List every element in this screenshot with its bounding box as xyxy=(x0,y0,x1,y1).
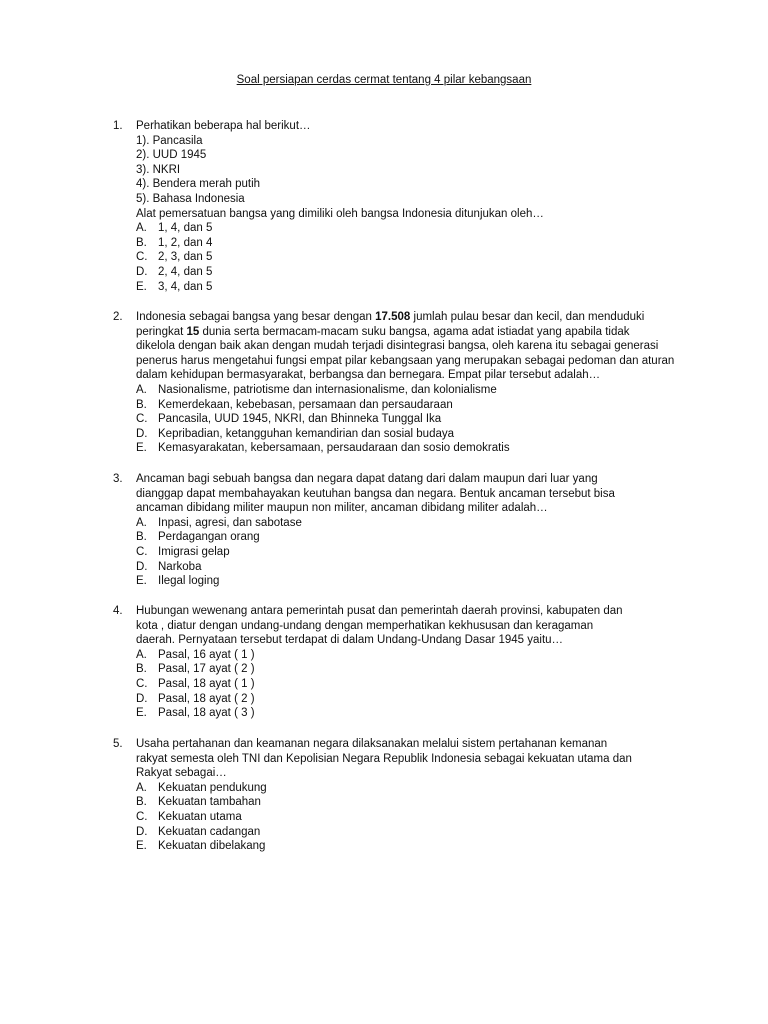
question-number: 1. xyxy=(113,120,123,132)
question-5 xyxy=(113,737,743,854)
answer-option-c: C. Imigrasi gelap xyxy=(136,545,230,558)
question-stem-line: dalam kehidupan bermasyarakat, berbangsa dan bernegara. Empat pilar tersebut adalah… xyxy=(136,369,601,382)
answer-option-d: D. Kekuatan cadangan xyxy=(136,825,261,838)
question-stem-line: Perhatikan beberapa hal berikut… xyxy=(136,120,311,132)
answer-option-a: A. 1, 4, dan 5 xyxy=(136,222,213,235)
list-item: 4). Bendera merah putih xyxy=(136,178,261,191)
answer-option-e: E. 3, 4, dan 5 xyxy=(136,280,213,293)
page-title: Soal persiapan cerdas cermat tentang 4 pilar kebangsaan xyxy=(236,74,532,86)
answer-option-e: E. Kekuatan dibelakang xyxy=(136,840,266,853)
answer-option-a: A. Pasal, 16 ayat ( 1 ) xyxy=(136,648,255,661)
answer-option-e: E. Pasal, 18 ayat ( 3 ) xyxy=(136,707,255,720)
question-stem-line: penerus harus mengetahui fungsi empat pilar kebangsaan yang merupakan sebagai pedoman dan aturan xyxy=(136,354,675,367)
question-stem-line: rakyat semesta oleh TNI dan Kepolisian Negara Republik Indonesia sebagai kekuatan utama dan xyxy=(136,752,632,765)
list-item: 1). Pancasila xyxy=(136,134,203,147)
answer-option-b: B. Kemerdekaan, kebebasan, persamaan dan persaudaraan xyxy=(136,398,453,411)
answer-option-c: C. 2, 3, dan 5 xyxy=(136,251,213,264)
question-stem-line: dikelola dengan baik akan dengan mudah terjadi disintegrasi bangsa, oleh karena itu sebagai generasi xyxy=(136,340,659,353)
question-number: 2. xyxy=(113,311,123,323)
answer-option-b: B. Kekuatan tambahan xyxy=(136,796,261,809)
answer-option-e: E. Kemasyarakatan, kebersamaan, persaudaraan dan sosio demokratis xyxy=(136,442,510,455)
answer-option-b: B. 1, 2, dan 4 xyxy=(136,236,213,249)
question-stem-line: Indonesia sebagai bangsa yang besar dengan 17.508 jumlah pulau besar dan kecil, dan menduduki xyxy=(136,311,645,323)
answer-option-a: A. Kekuatan pendukung xyxy=(136,781,267,794)
answer-option-b: B. Pasal, 17 ayat ( 2 ) xyxy=(136,663,255,676)
question-number: 3. xyxy=(113,473,123,485)
list-item: 3). NKRI xyxy=(136,163,181,176)
question-3 xyxy=(113,472,743,589)
answer-option-b: B. Perdagangan orang xyxy=(136,531,260,544)
question-1 xyxy=(113,119,743,294)
question-stem-line: dianggap dapat membahayakan keutuhan bangsa dan negara. Bentuk ancaman tersebut bisa xyxy=(136,487,615,500)
question-number: 4. xyxy=(113,605,123,617)
answer-option-c: C. Kekuatan utama xyxy=(136,810,242,823)
question-stem-line: ancaman dibidang militer maupun non militer, ancaman dibidang militer adalah… xyxy=(136,502,548,515)
question-prompt: Alat pemersatuan bangsa yang dimiliki oleh bangsa Indonesia ditunjukan oleh… xyxy=(136,207,544,220)
question-stem-line: Rakyat sebagai… xyxy=(136,767,227,780)
question-number: 5. xyxy=(113,738,123,750)
answer-option-c: C. Pasal, 18 ayat ( 1 ) xyxy=(136,677,255,690)
question-stem-line: Usaha pertahanan dan keamanan negara dilaksanakan melalui sistem pertahanan kemanan xyxy=(136,738,608,750)
question-stem-line: kota , diatur dengan undang-undang dengan memperhatikan kekhususan dan keragaman xyxy=(136,619,594,632)
list-item: 5). Bahasa Indonesia xyxy=(136,192,245,205)
answer-option-c: C. Pancasila, UUD 1945, NKRI, dan Bhinneka Tunggal Ika xyxy=(136,413,442,426)
list-item: 2). UUD 1945 xyxy=(136,149,207,162)
question-2 xyxy=(113,310,743,456)
question-stem-line: daerah. Pernyataan tersebut terdapat di dalam Undang-Undang Dasar 1945 yaitu… xyxy=(136,634,564,647)
answer-option-a: A. Inpasi, agresi, dan sabotase xyxy=(136,516,302,529)
question-stem-line: peringkat 15 dunia serta bermacam-macam suku bangsa, agama adat istiadat yang apabila tidak xyxy=(136,325,630,338)
question-stem-line: Ancaman bagi sebuah bangsa dan negara dapat datang dari dalam maupun dari luar yang xyxy=(136,473,598,485)
answer-option-d: D. Kepribadian, ketangguhan kemandirian dan sosial budaya xyxy=(136,427,455,440)
question-stem-line: Hubungan wewenang antara pemerintah pusat dan pemerintah daerah provinsi, kabupaten dan xyxy=(136,605,623,617)
answer-option-d: D. Pasal, 18 ayat ( 2 ) xyxy=(136,692,255,705)
answer-option-d: D. Narkoba xyxy=(136,560,202,573)
question-4 xyxy=(113,604,743,721)
answer-option-e: E. Ilegal loging xyxy=(136,575,220,588)
answer-option-a: A. Nasionalisme, patriotisme dan internasionalisme, dan kolonialisme xyxy=(136,383,497,396)
answer-option-d: D. 2, 4, dan 5 xyxy=(136,265,213,278)
